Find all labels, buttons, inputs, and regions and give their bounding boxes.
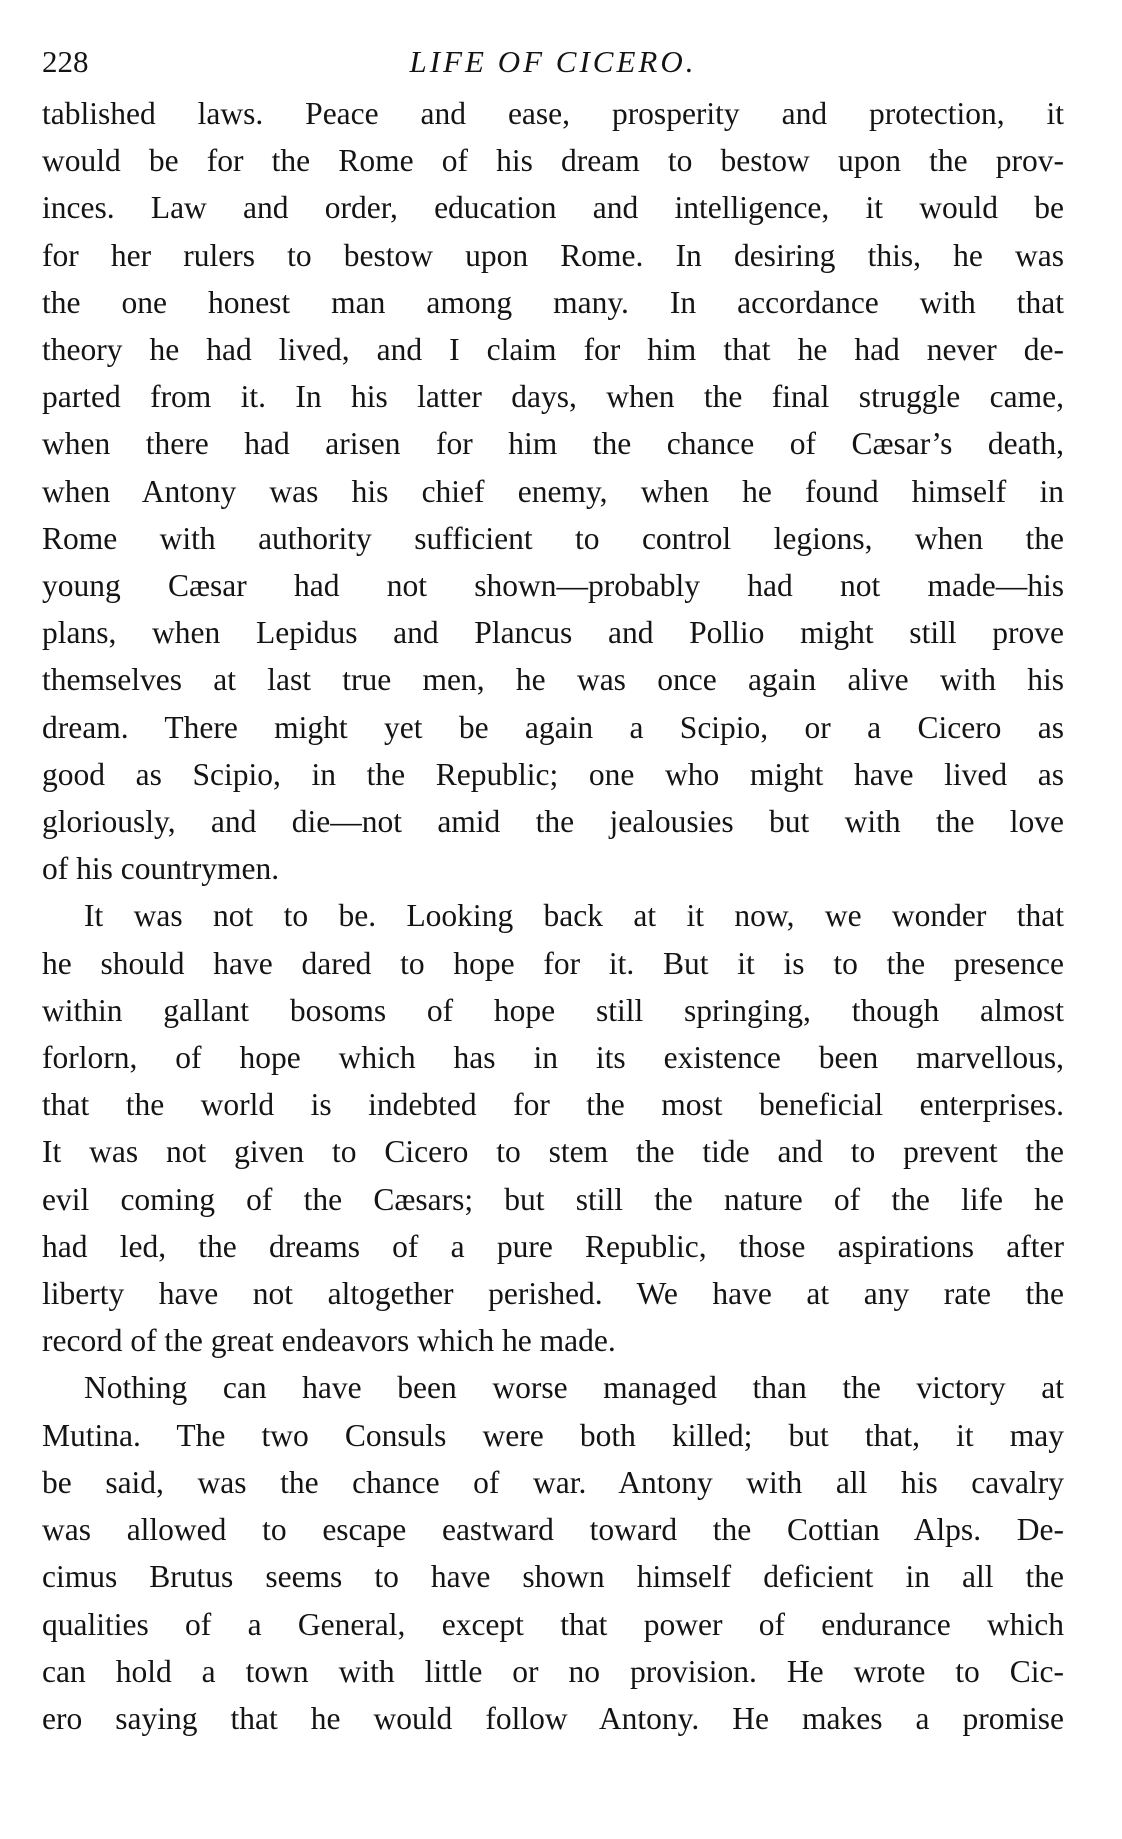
paragraph bbox=[42, 1364, 1064, 1742]
text-line: would be for the Rome of his dream to bestow upon the prov- bbox=[42, 143, 1064, 179]
text-line: can hold a town with little or no provision. He wrote to Cic- bbox=[42, 1653, 1064, 1689]
text-line: had led, the dreams of a pure Republic, those aspirations after bbox=[42, 1228, 1064, 1264]
text-line: for her rulers to bestow upon Rome. In desiring this, he was bbox=[42, 237, 1064, 273]
body-text bbox=[42, 90, 1064, 1742]
text-line: forlorn, of hope which has in its existence been marvellous, bbox=[42, 1040, 1064, 1076]
text-line: the one honest man among many. In accordance with that bbox=[42, 284, 1064, 320]
page-number: 228 bbox=[42, 44, 89, 79]
book-page bbox=[42, 40, 1064, 1742]
text-line: evil coming of the Cæsars; but still the nature of the life he bbox=[42, 1181, 1064, 1217]
text-line: cimus Brutus seems to have shown himself deficient in all the bbox=[42, 1559, 1064, 1595]
paragraph bbox=[42, 892, 1064, 1364]
text-line: It was not given to Cicero to stem the tide and to prevent the bbox=[42, 1134, 1064, 1170]
text-line: within gallant bosoms of hope still springing, though almost bbox=[42, 992, 1064, 1028]
text-line: of his countrymen. bbox=[42, 851, 280, 887]
paragraph bbox=[42, 90, 1064, 892]
text-line: ero saying that he would follow Antony. He makes a promise bbox=[42, 1700, 1064, 1736]
text-line: It was not to be. Looking back at it now, we wonder that bbox=[84, 898, 1064, 934]
text-line: plans, when Lepidus and Plancus and Pollio might still prove bbox=[42, 615, 1064, 651]
text-line: record of the great endeavors which he made. bbox=[42, 1323, 616, 1359]
text-line: good as Scipio, in the Republic; one who might have lived as bbox=[42, 756, 1064, 792]
text-line: liberty have not altogether perished. We have at any rate the bbox=[42, 1276, 1064, 1312]
text-line: qualities of a General, except that power of endurance which bbox=[42, 1606, 1064, 1642]
text-line: that the world is indebted for the most beneficial enterprises. bbox=[42, 1087, 1064, 1123]
text-line: he should have dared to hope for it. But it is to the presence bbox=[42, 945, 1064, 981]
text-line: Nothing can have been worse managed than the victory at bbox=[84, 1370, 1064, 1406]
text-line: when there had arisen for him the chance of Cæsar’s death, bbox=[42, 426, 1064, 462]
text-line: Mutina. The two Consuls were both killed; but that, it may bbox=[42, 1417, 1064, 1453]
text-line: was allowed to escape eastward toward the Cottian Alps. De- bbox=[42, 1512, 1064, 1548]
text-line: Rome with authority sufficient to control legions, when the bbox=[42, 520, 1064, 556]
text-line: themselves at last true men, he was once again alive with his bbox=[42, 662, 1064, 698]
text-line: gloriously, and die—not amid the jealousies but with the love bbox=[42, 804, 1064, 840]
text-line: when Antony was his chief enemy, when he found himself in bbox=[42, 473, 1064, 509]
text-line: tablished laws. Peace and ease, prosperity and protection, it bbox=[42, 96, 1064, 131]
text-line: parted from it. In his latter days, when the final struggle came, bbox=[42, 379, 1064, 415]
text-line: dream. There might yet be again a Scipio, or a Cicero as bbox=[42, 709, 1064, 745]
running-head bbox=[42, 40, 1064, 84]
text-line: theory he had lived, and I claim for him that he had never de- bbox=[42, 332, 1064, 368]
text-line: be said, was the chance of war. Antony with all his cavalry bbox=[42, 1464, 1064, 1500]
text-line: inces. Law and order, education and intelligence, it would be bbox=[42, 190, 1064, 226]
running-title: LIFE OF CICERO. bbox=[409, 44, 697, 79]
text-line: young Cæsar had not shown—probably had not made—his bbox=[42, 568, 1064, 604]
